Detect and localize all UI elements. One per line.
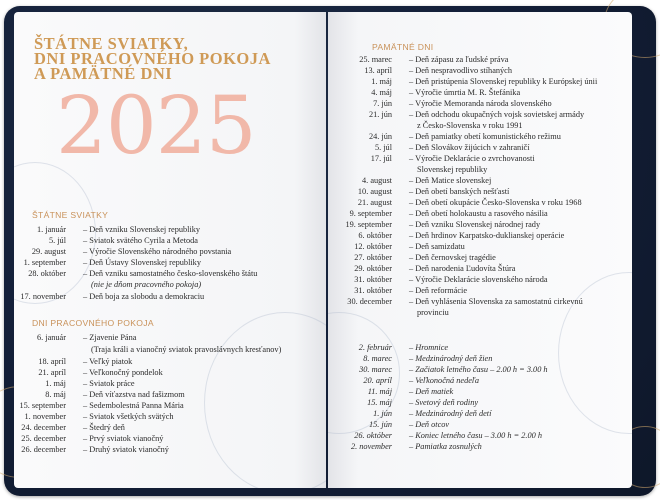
list-item-note: (Traja králi a vianočný sviatok pravoslávnych kresťanov) xyxy=(91,345,282,354)
list-item: 1. jún – Medzinárodný deň detí xyxy=(373,409,492,418)
list-item: 11. máj – Deň matiek xyxy=(367,387,454,396)
list-item: 17. november – Deň boja za slobodu a demokraciu xyxy=(20,292,205,301)
state-holidays-list xyxy=(14,224,257,303)
list-item: 30. marec – Začiatok letného času – 2.00 h = 3.00 h xyxy=(359,365,548,374)
list-item: 20. apríl – Veľkonočná nedeľa xyxy=(363,376,480,385)
list-item: 8. máj – Deň víťazstva nad fašizmom xyxy=(45,390,185,399)
list-item-note: (nie je dňom pracovného pokoja) xyxy=(91,280,202,289)
list-item: 15. máj – Svetový deň rodiny xyxy=(367,398,479,407)
list-item: 17. júl – Výročie Deklarácie o zvrchovanosti xyxy=(370,154,535,163)
list-item: 24. december – Štedrý deň xyxy=(21,423,125,432)
list-item: 28. október – Deň vzniku samostatného česko-slovenského štátu xyxy=(28,269,258,278)
section-heading-memorial-days: PAMÄTNÉ DNI xyxy=(372,42,434,52)
other-days-list xyxy=(328,342,548,452)
list-item: 13. apríl – Deň nespravodlivo stíhaných xyxy=(364,66,512,75)
list-item: 1. január – Deň vzniku Slovenskej republiky xyxy=(36,225,201,234)
list-item: 10. august – Deň obetí banských nešťastí xyxy=(357,187,510,196)
list-item: 18. apríl – Veľký piatok xyxy=(38,357,133,366)
list-item: 21. jún – Deň odchodu okupačných vojsk sovietskej armády xyxy=(368,110,585,119)
title-line: DNI PRACOVNÉHO POKOJA xyxy=(34,49,271,68)
memorial-days-list xyxy=(328,54,597,318)
list-item: 15. jún – Deň otcov xyxy=(368,420,450,429)
year-heading: 2025 xyxy=(56,79,256,172)
list-item: 9. september – Deň obetí holokaustu a rasového násilia xyxy=(349,209,548,218)
list-item: 7. jún – Výročie Memoranda národa slovenského xyxy=(373,99,552,108)
left-page xyxy=(14,12,326,488)
list-item-continuation: z Česko-Slovenska v roku 1991 xyxy=(417,121,523,130)
list-item: 1. november – Sviatok všetkých svätých xyxy=(24,412,174,421)
list-item: 2. február – Hromnice xyxy=(358,343,449,352)
list-item: 21. august – Deň obetí okupácie Česko-Slovenska v roku 1968 xyxy=(357,198,582,207)
list-item: 15. september – Sedembolestná Panna Mária xyxy=(19,401,184,410)
rest-days-list xyxy=(14,332,281,455)
list-item: 30. december – Deň vyhlásenia Slovenska za samostatnú cirkevnú xyxy=(347,297,583,306)
list-item: 29. október – Deň narodenia Ľudovíta Štúra xyxy=(354,264,516,273)
list-item: 21. apríl – Veľkonočný pondelok xyxy=(38,368,163,377)
list-item: 25. december – Prvý sviatok vianočný xyxy=(21,434,164,443)
list-item: 25. marec – Deň zápasu za ľudské práva xyxy=(359,55,509,64)
list-item: 12. október – Deň samizdatu xyxy=(354,242,465,251)
list-item-continuation: Slovenskej republiky xyxy=(417,165,488,174)
list-item: 26. december – Druhý sviatok vianočný xyxy=(21,445,169,454)
list-item: 31. október – Výročie Deklarácie slovenského národa xyxy=(354,275,548,284)
title-line: A PAMÄTNÉ DNI xyxy=(34,64,173,83)
list-item: 4. august – Deň Matice slovenskej xyxy=(362,176,492,185)
section-heading-state-holidays: ŠTÁTNE SVIATKY xyxy=(32,210,109,220)
list-item: 1. máj – Sviatok práce xyxy=(45,379,135,388)
list-item: 31. október – Deň reformácie xyxy=(354,286,468,295)
list-item: 6. január – Zjavenie Pána xyxy=(36,333,137,342)
list-item: 1. máj – Deň pristúpenia Slovenskej republiky k Európskej únii xyxy=(371,77,598,86)
list-item: 5. júl – Sviatok svätého Cyrila a Metoda xyxy=(48,236,198,245)
list-item: 2. november – Pamiatka zosnulých xyxy=(350,442,482,451)
right-page xyxy=(328,12,632,488)
list-item: 24. jún – Deň pamiatky obetí komunistického režimu xyxy=(368,132,561,141)
section-heading-rest-days: DNI PRACOVNÉHO POKOJA xyxy=(32,318,154,328)
list-item: 29. august – Výročie Slovenského národného povstania xyxy=(31,247,232,256)
list-item: 6. október – Deň hrdinov Karpatsko-duklianskej operácie xyxy=(358,231,565,240)
list-item: 1. september – Deň Ústavy Slovenskej republiky xyxy=(23,258,201,267)
title-line: ŠTÁTNE SVIATKY, xyxy=(34,34,189,53)
list-item: 5. júl – Deň Slovákov žijúcich v zahraničí xyxy=(374,143,530,152)
list-item: 8. marec – Medzinárodný deň žien xyxy=(363,354,493,363)
page-title xyxy=(34,36,271,81)
list-item-continuation: provinciu xyxy=(417,308,449,317)
list-item: 27. október – Deň černovskej tragédie xyxy=(354,253,496,262)
list-item: 26. október – Koniec letného času – 3.00 h = 2.00 h xyxy=(354,431,543,440)
list-item: 4. máj – Výročie úmrtia M. R. Štefánika xyxy=(371,88,521,97)
list-item: 19. september – Deň vzniku Slovenskej národnej rady xyxy=(345,220,541,229)
